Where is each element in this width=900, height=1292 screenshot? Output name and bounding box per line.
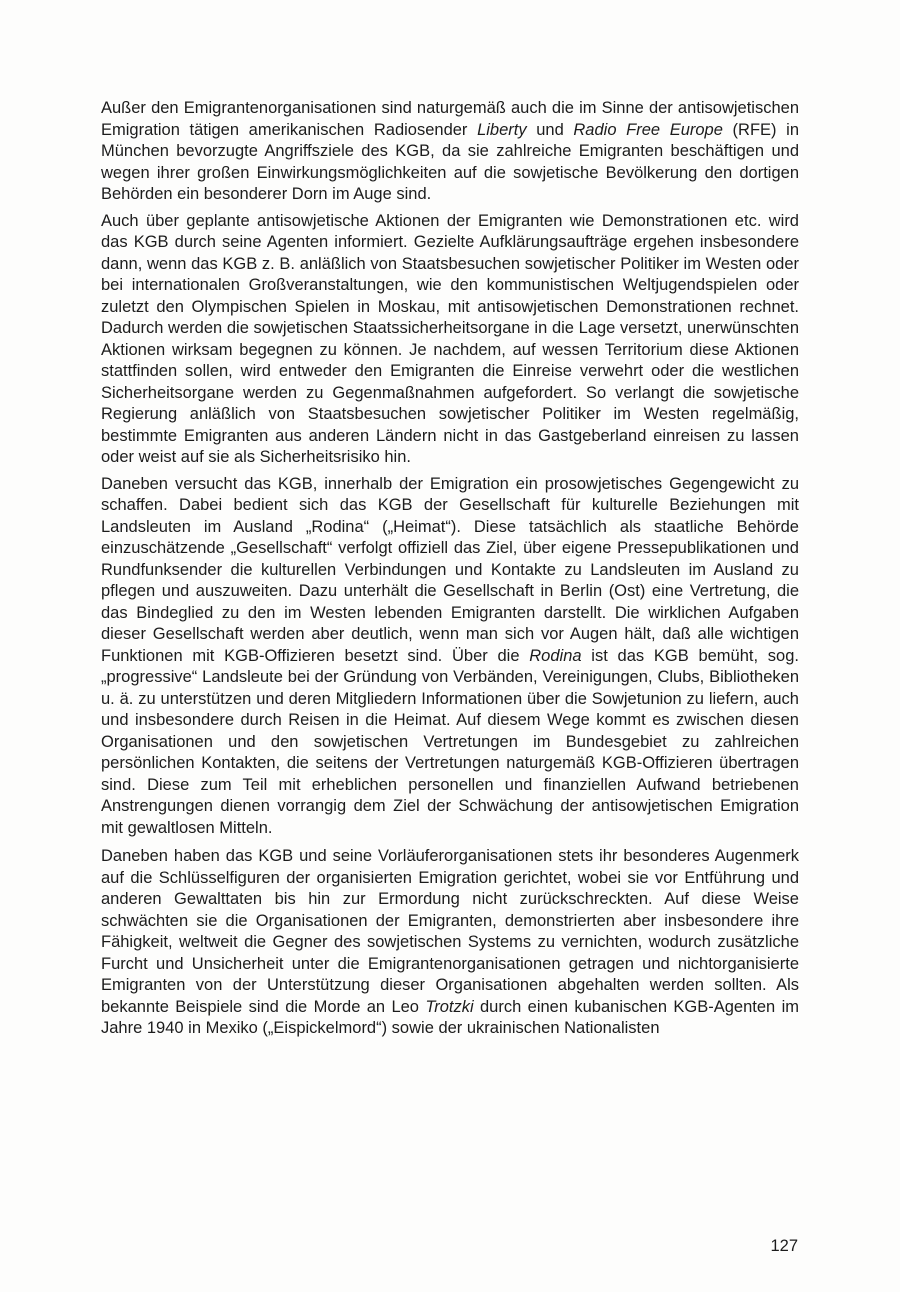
text-segment: Außer den Emigrantenorganisationen sind naturgemäß auch die im Sinne der antisowjetischen Emigration tätigen amerikanischen Radiosender <box>101 99 799 139</box>
text-segment: Daneben versucht das KGB, innerhalb der Emigration ein prosowjetisches Gegengewicht zu schaffen. Dabei bedient sich das KGB der Gesellschaft für kulturelle Beziehungen mit Landsleuten im Ausland „Rodina“ („Heimat“). Diese tatsächlich als staatliche Behörde einzuschätzende „Gesellschaft“ verfolgt offiziell das Ziel, über eigene Pressepublikationen und Rundfunksender die kulturellen Verbindungen und Kontakte zu Landsleuten im Ausland zu pflegen und auszuweiten. Dazu unterhält die Gesellschaft in Berlin (Ost) eine Vertretung, die das Bindeglied zu den im Westen lebenden Emigranten darstellt. Die wirklichen Aufgaben dieser Gesellschaft werden aber deutlich, wenn man sich vor Augen hält, daß alle wichtigen Funktionen mit KGB-Offizieren besetzt sind. Über die <box>101 474 799 665</box>
text-segment-italic: Radio Free Europe <box>573 120 723 139</box>
text-segment-italic: Liberty <box>477 120 527 139</box>
text-segment: Daneben haben das KGB und seine Vorläuferorganisationen stets ihr besonderes Augenmerk auf die Schlüsselfiguren der organisierten Emigration gerichtet, wobei sie vor Entführung und anderen Gewalttaten bis hin zur Ermordung nicht zurückschreckten. Auf diese Weise schwächten sie die Organisationen der Emigranten, demonstrierten aber insbesondere ihre Fähigkeit, weltweit die Gegner des sowjetischen Systems zu vernichten, wodurch zusätzliche Furcht und Unsicherheit unter die Emigrantenorganisationen getragen und nichtorganisierte Emigranten von der Unterstützung dieser Organisationen abgehalten werden sollten. Als bekannte Beispiele sind die Morde an Leo <box>101 847 799 1016</box>
text-segment: und <box>526 120 574 139</box>
paragraph <box>101 474 799 840</box>
text-segment-italic: Trotzki <box>425 997 474 1016</box>
text-segment: Auch über geplante antisowjetische Aktionen der Emigranten wie Demonstrationen etc. wird das KGB durch seine Agenten informiert. Gezielte Aufklärungsaufträge ergehen insbesondere dann, wenn das KGB z. B. anläßlich von Staatsbesuchen sowjetischer Politiker im Westen oder bei internationalen Großveranstaltungen, wie den kommunistischen Weltjugendspielen oder zuletzt den Olympischen Spielen in Moskau, mit antisowjetischen Demonstrationen rechnet. Dadurch werden die sowjetischen Staatssicherheitsorgane in die Lage versetzt, unerwünschten Aktionen wirksam begegnen zu können. Je nachdem, auf wessen Territorium diese Aktionen stattfinden sollen, wird entweder den Emigranten die Einreise verwehrt oder die westlichen Sicherheitsorgane werden zu Gegenmaßnahmen aufgefordert. So verlangt die sowjetische Regierung anläßlich von Staatsbesuchen sowjetischer Politiker im Westen regelmäßig, bestimmte Emigranten aus anderen Ländern nicht in das Gastgeberland einreisen zu lassen oder weist auf sie als Sicherheitsrisiko hin. <box>101 211 799 466</box>
text-segment: ist das KGB bemüht, sog. „progressive“ Landsleute bei der Gründung von Verbänden, Vereinigungen, Clubs, Bibliotheken u. ä. zu unterstützen und deren Mitgliedern Informationen über die Sowjetunion zu liefern, auch und insbesondere durch Reisen in die Heimat. Auf diesem Wege kommt es zwischen diesen Organisationen und den sowjetischen Vertretungen im Bundesgebiet zu zahlreichen persönlichen Kontakten, die seitens der Vertretungen naturgemäß KGB-Offizieren übertragen sind. Diese zum Teil mit erheblichen personellen und finanziellen Aufwand betriebenen Anstrengungen dienen vorrangig dem Ziel der Schwächung der antisowjetischen Emigration mit gewaltlosen Mitteln. <box>101 646 799 837</box>
text-segment-italic: Rodina <box>529 646 582 665</box>
paragraph <box>101 211 799 469</box>
body-text <box>101 98 799 1046</box>
text-segment: (RFE) in München bevorzugte Angriffsziele des KGB, da sie zahlreiche Emigranten beschäftigen und wegen ihrer großen Einwirkungsmöglichkeiten auf die sowjetische Bevölkerung den dortigen Behörden ein besonderer Dorn im Auge sind. <box>101 120 799 203</box>
page-number: 127 <box>770 1237 798 1255</box>
paragraph <box>101 846 799 1040</box>
text-segment: durch einen kubanischen KGB-Agenten im Jahre 1940 in Mexiko („Eispickelmord“) sowie der ukrainischen Nationalisten <box>101 997 799 1037</box>
paragraph <box>101 98 799 206</box>
